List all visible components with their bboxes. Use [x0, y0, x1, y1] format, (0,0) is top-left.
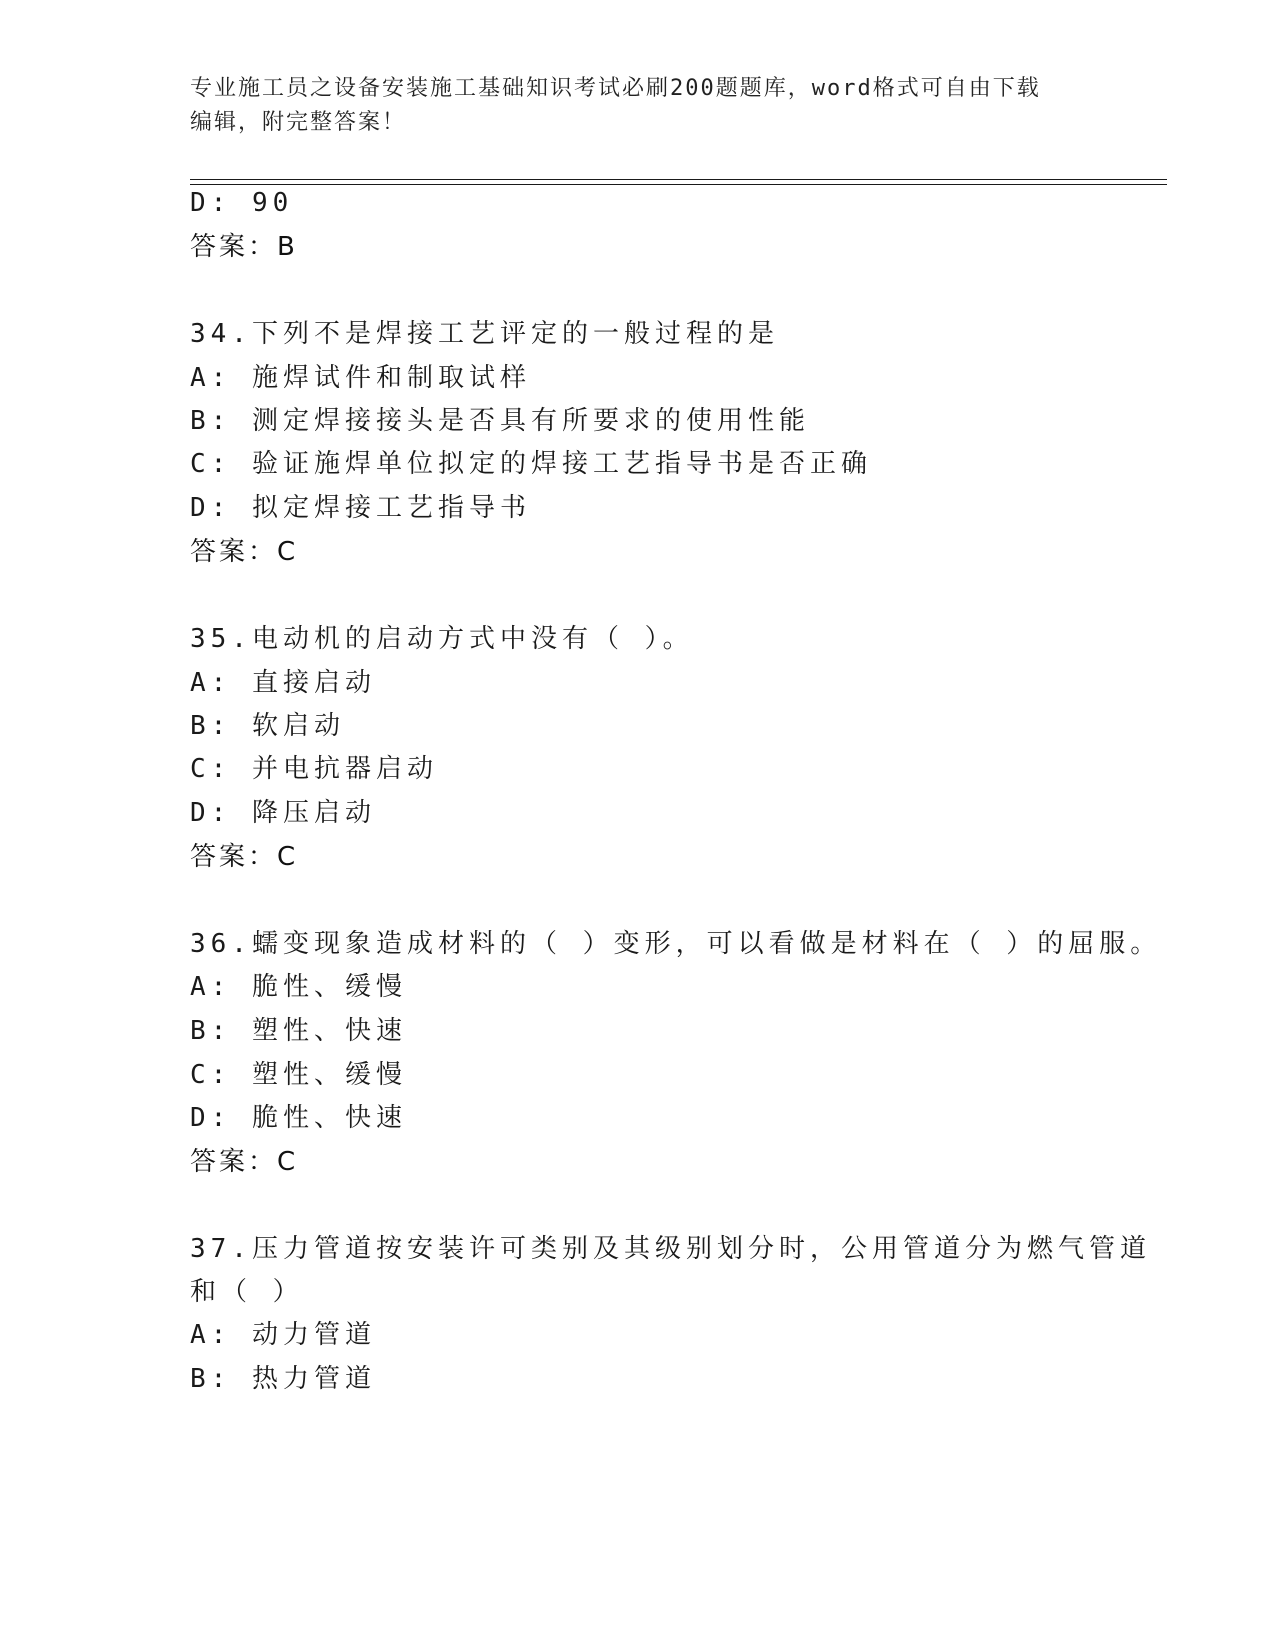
question-36-option-c: C: 塑性、缓慢: [190, 1060, 407, 1090]
question-37-option-a: A: 动力管道: [190, 1320, 376, 1350]
question-34-answer: 答案：C: [190, 537, 299, 567]
question-37-stem-line-2: 和（ ）: [190, 1277, 304, 1307]
question-36-option-d: D: 脆性、快速: [190, 1103, 407, 1133]
question-36-option-a: A: 脆性、缓慢: [190, 972, 407, 1002]
question-34-stem: 34.下列不是焊接工艺评定的一般过程的是: [190, 319, 779, 349]
question-35-answer: 答案：C: [190, 842, 299, 872]
question-35-stem: 35.电动机的启动方式中没有（ ）。: [190, 624, 694, 654]
question-34-option-a: A: 施焊试件和制取试样: [190, 363, 531, 393]
question-36-answer: 答案：C: [190, 1147, 299, 1177]
header-title-line-2: 编辑，附完整答案！: [190, 110, 407, 135]
header-divider-top: [190, 179, 1167, 180]
header-title-line-1: 专业施工员之设备安装施工基础知识考试必刷200题题库，word格式可自由下载: [190, 76, 1041, 101]
question-36-option-b: B: 塑性、快速: [190, 1016, 407, 1046]
question-37-option-b: B: 热力管道: [190, 1364, 376, 1394]
question-35-option-b: B: 软启动: [190, 711, 345, 741]
question-35-option-a: A: 直接启动: [190, 668, 376, 698]
prev-question-answer: 答案：B: [190, 232, 298, 262]
question-37-stem-line-1: 37.压力管道按安装许可类别及其级别划分时，公用管道分为燃气管道: [190, 1234, 1151, 1264]
question-34-option-c: C: 验证施焊单位拟定的焊接工艺指导书是否正确: [190, 449, 872, 479]
question-36-stem: 36.蠕变现象造成材料的（ ）变形，可以看做是材料在（ ）的屈服。: [190, 929, 1162, 959]
document-header: [190, 72, 1090, 140]
header-divider-bottom: [190, 184, 1167, 185]
question-34-option-b: B: 测定焊接接头是否具有所要求的使用性能: [190, 406, 810, 436]
question-35-option-d: D: 降压启动: [190, 798, 376, 828]
question-34-option-d: D: 拟定焊接工艺指导书: [190, 493, 531, 523]
prev-question-option-d: D: 90: [190, 188, 294, 218]
question-35-option-c: C: 并电抗器启动: [190, 754, 438, 784]
